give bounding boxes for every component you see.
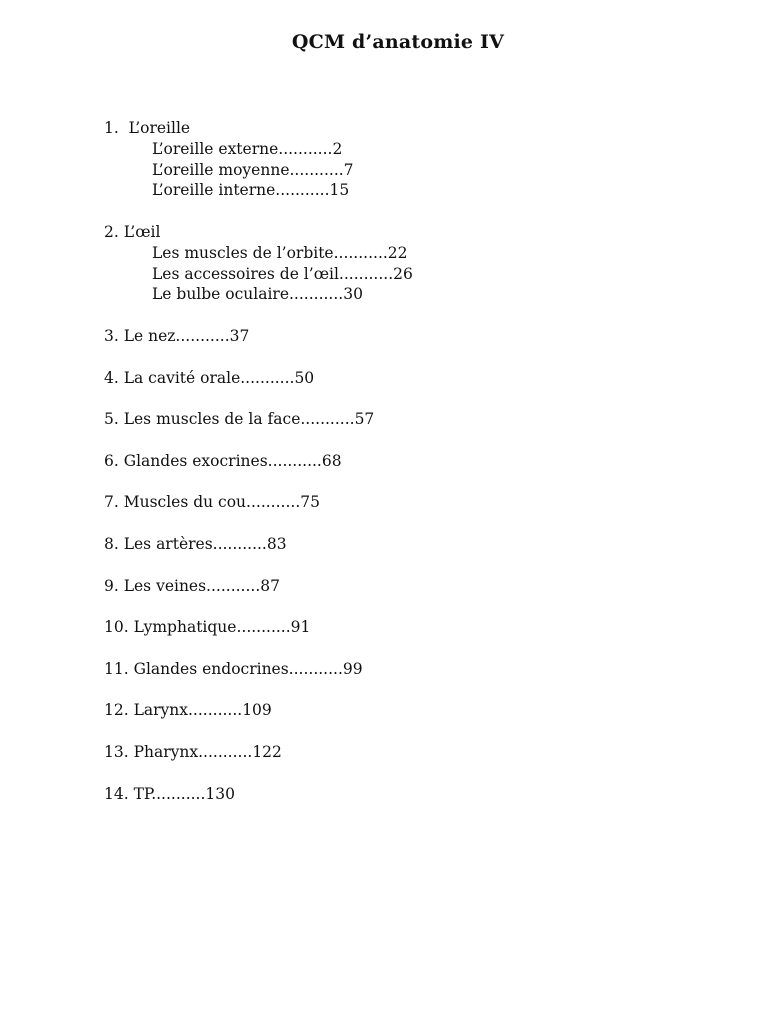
- spacer: [104, 555, 413, 576]
- toc-entry: 11. Glandes endocrines...........99: [104, 659, 363, 678]
- spacer: [104, 472, 413, 493]
- toc-entry: 3. Le nez...........37: [104, 326, 250, 345]
- spacer: [104, 638, 413, 659]
- toc-entry: 14. TP...........130: [104, 784, 235, 803]
- page-title: QCM d’anatomie IV: [291, 31, 505, 53]
- toc-entry: 7. Muscles du cou...........75: [104, 493, 320, 512]
- toc-entry: 13. Pharynx...........122: [104, 742, 282, 761]
- toc-entry: 8. Les artères...........83: [104, 534, 287, 553]
- toc-heading-oeil: 2. L’œil: [104, 222, 161, 241]
- spacer: [104, 347, 413, 368]
- spacer: [104, 201, 413, 222]
- spacer: [104, 430, 413, 451]
- toc-entry: 10. Lymphatique...........91: [104, 618, 311, 637]
- spacer: [104, 680, 413, 701]
- table-of-contents: [104, 118, 413, 804]
- spacer: [104, 513, 413, 534]
- spacer: [104, 388, 413, 409]
- toc-subitem: L’oreille interne...........15: [152, 181, 350, 200]
- spacer: [104, 305, 413, 326]
- spacer: [104, 763, 413, 784]
- toc-entry: 6. Glandes exocrines...........68: [104, 451, 342, 470]
- toc-subitem: Les accessoires de l’œil...........26: [152, 264, 413, 283]
- spacer: [104, 721, 413, 742]
- toc-entry: 5. Les muscles de la face...........57: [104, 410, 375, 429]
- toc-heading-oreille: 1. L’oreille: [104, 119, 191, 137]
- toc-subitem: Le bulbe oculaire...........30: [152, 285, 363, 304]
- toc-subitem: L’oreille externe...........2: [152, 139, 343, 158]
- toc-entry: 9. Les veines...........87: [104, 576, 280, 595]
- toc-subitem: L’oreille moyenne...........7: [152, 160, 354, 179]
- spacer: [104, 596, 413, 617]
- toc-entry: 4. La cavité orale...........50: [104, 368, 315, 387]
- toc-subitem: Les muscles de l’orbite...........22: [152, 243, 408, 262]
- toc-entry: 12. Larynx...........109: [104, 701, 272, 720]
